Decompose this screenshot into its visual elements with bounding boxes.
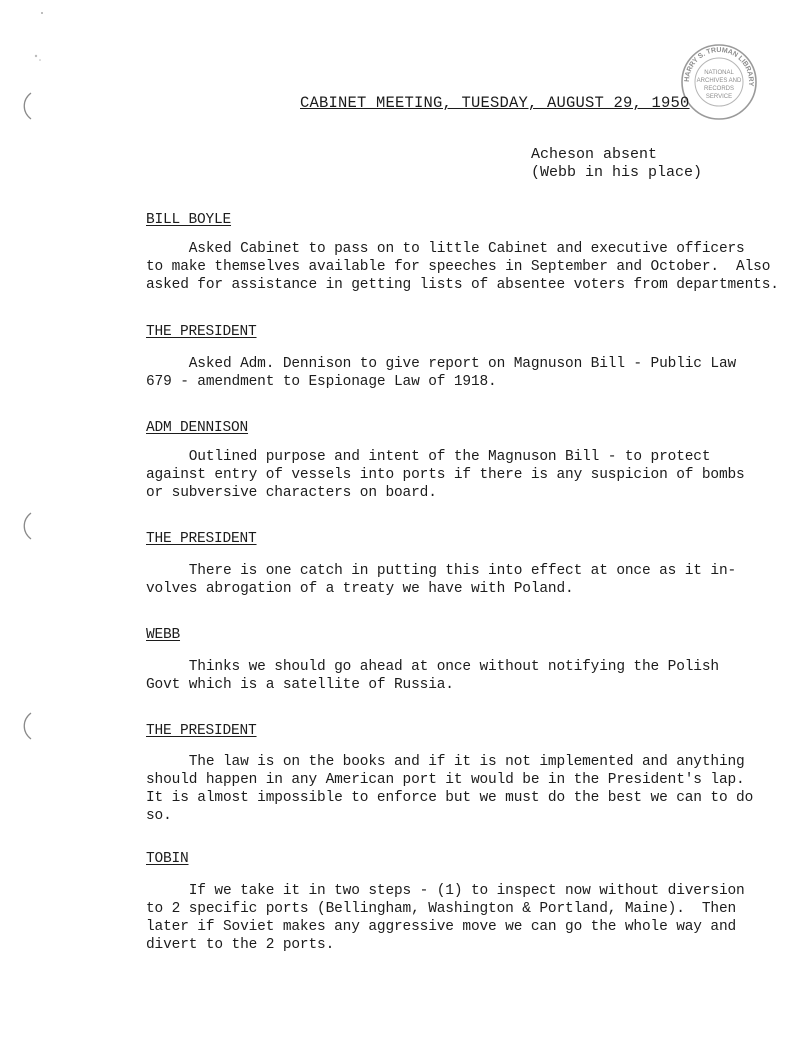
paragraph-line: or subversive characters on board. <box>146 485 437 501</box>
stamp-text-line: SERVICE <box>705 94 733 100</box>
paper-specks <box>30 8 50 68</box>
attendance-line: (Webb in his place) <box>531 164 703 181</box>
speaker-heading: THE PRESIDENT <box>146 531 257 547</box>
punch-hole-mark <box>20 712 34 740</box>
speaker-heading: THE PRESIDENT <box>146 723 257 739</box>
paragraph-line: so. <box>146 808 172 824</box>
section-paragraph <box>146 658 746 694</box>
punch-hole-mark <box>20 92 34 120</box>
paragraph-line: later if Soviet makes any aggressive move we can go the whole way and <box>146 919 737 935</box>
paragraph-line: If we take it in two steps - (1) to inspect now without diversion <box>146 883 745 899</box>
paragraph-line: There is one catch in putting this into effect at once as it in- <box>146 563 737 579</box>
stamp-text-line: NATIONAL <box>704 70 734 76</box>
section-paragraph <box>146 240 779 294</box>
attendance-line: Acheson absent <box>531 146 658 163</box>
paragraph-line: Thinks we should go ahead at once without notifying the Polish <box>146 659 719 675</box>
paragraph-line: The law is on the books and if it is not implemented and anything <box>146 754 745 770</box>
paragraph-line: Asked Cabinet to pass on to little Cabinet and executive officers <box>146 241 745 257</box>
attendance-note <box>531 146 702 182</box>
paragraph-line: to make themselves available for speeches in September and October. Also <box>146 259 771 275</box>
section-paragraph <box>146 753 754 825</box>
punch-hole-mark <box>20 512 34 540</box>
paragraph-line: against entry of vessels into ports if there is any suspicion of bombs <box>146 467 745 483</box>
paragraph-line: Asked Adm. Dennison to give report on Magnuson Bill - Public Law <box>146 356 737 372</box>
paragraph-line: 679 - amendment to Espionage Law of 1918. <box>146 374 497 390</box>
paragraph-line: asked for assistance in getting lists of absentee voters from departments. <box>146 277 779 293</box>
section-paragraph <box>146 562 746 598</box>
section-paragraph <box>146 882 746 954</box>
paragraph-line: Outlined purpose and intent of the Magnuson Bill - to protect <box>146 449 711 465</box>
speaker-heading: BILL BOYLE <box>146 212 232 228</box>
speaker-heading: THE PRESIDENT <box>146 324 257 340</box>
speaker-heading: TOBIN <box>146 851 189 867</box>
speaker-heading: ADM DENNISON <box>146 420 249 436</box>
paragraph-line: Govt which is a satellite of Russia. <box>146 677 454 693</box>
paragraph-line: volves abrogation of a treaty we have with Poland. <box>146 581 574 597</box>
section-paragraph <box>146 355 746 391</box>
paragraph-line: It is almost impossible to enforce but we must do the best we can to do <box>146 790 754 806</box>
document-title: CABINET MEETING, TUESDAY, AUGUST 29, 1950 <box>300 94 690 112</box>
stamp-ring-text: HARRY S. TRUMAN LIBRARY <box>683 46 755 87</box>
paragraph-line: to 2 specific ports (Bellingham, Washington & Portland, Maine). Then <box>146 901 737 917</box>
speaker-heading: WEBB <box>146 627 181 643</box>
stamp-text-line: RECORDS <box>703 86 735 92</box>
archive-stamp <box>680 43 758 121</box>
section-paragraph <box>146 448 746 502</box>
paragraph-line: divert to the 2 ports. <box>146 937 335 953</box>
stamp-text-line: ARCHIVES AND <box>696 78 742 84</box>
paragraph-line: should happen in any American port it would be in the President's lap. <box>146 772 745 788</box>
